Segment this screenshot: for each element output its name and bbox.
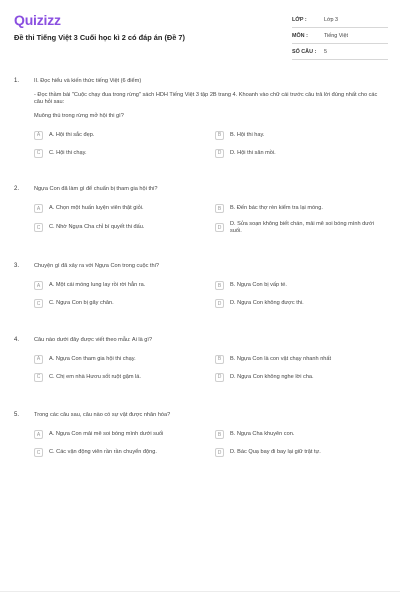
- question-list: [14, 78, 386, 459]
- question-5: [14, 412, 386, 459]
- meta-value: Lớp 3: [324, 16, 339, 23]
- option-a[interactable]: [34, 203, 215, 215]
- page-divider: [0, 591, 400, 592]
- option-letter-box: B: [215, 430, 224, 439]
- option-text: B. Đến bác thợ rèn kiểm tra lại móng.: [230, 205, 323, 212]
- option-text: B. Ngựa Con bị vấp té.: [230, 282, 287, 289]
- option-text: B. Ngựa Cha khuyên con.: [230, 431, 295, 438]
- question-body: [34, 337, 386, 384]
- question-number: 5.: [14, 412, 20, 419]
- option-b[interactable]: [215, 353, 381, 365]
- option-text: A. Một cái móng lung lay rồi rời hẳn ra.: [49, 282, 146, 289]
- meta-row-question-count: [292, 44, 388, 60]
- option-letter-box: D: [215, 373, 224, 382]
- question-1: [14, 78, 386, 159]
- question-body: [34, 412, 386, 459]
- option-text: C. Ngựa Con bị gãy chân.: [49, 300, 114, 307]
- option-letter-box: B: [215, 355, 224, 364]
- option-text: D. Bác Quạ bay đi bay lại giữ trật tự.: [230, 449, 321, 456]
- option-letter-box: A: [34, 355, 43, 364]
- reading-instruction: - Đọc thầm bài "Cuộc chạy đua trong rừng" sách HDH Tiếng Việt 3 tập 2B trang 4. Khoanh vào chữ cái trước câu trả lời đúng nhất cho các câu hỏi sau:: [34, 91, 378, 106]
- option-text: C. Các vận động viên rần rần chuyển động.: [49, 449, 157, 456]
- option-a[interactable]: [34, 429, 215, 441]
- question-4: [14, 337, 386, 384]
- question-text: Trong các câu sau, câu nào có sự vật được nhân hóa?: [34, 412, 171, 419]
- option-letter-box: A: [34, 281, 43, 290]
- meta-key: MÔN :: [292, 32, 308, 39]
- option-b[interactable]: [215, 203, 381, 215]
- option-text: A. Hội thi sắc đẹp.: [49, 131, 95, 138]
- option-letter-box: C: [34, 299, 43, 308]
- meta-row-class: [292, 12, 388, 28]
- meta-key: SỐ CÂU :: [292, 48, 317, 55]
- option-letter-box: B: [215, 204, 224, 213]
- option-text: D. Sửa soạn không biết chán, mải mê soi bóng mình dưới suối.: [230, 220, 374, 234]
- option-letter-box: D: [215, 149, 224, 158]
- question-body: [34, 263, 386, 310]
- option-text: A. Ngựa Con mải mê soi bóng mình dưới suối: [49, 431, 164, 438]
- meta-key: LỚP :: [292, 16, 307, 23]
- option-letter-box: B: [215, 281, 224, 290]
- question-text: Muông thú trong rừng mở hội thi gì?: [34, 112, 124, 119]
- answer-options: [34, 129, 386, 159]
- option-text: A. Chọn một huấn luyện viên thật giỏi.: [49, 205, 144, 212]
- option-d[interactable]: [215, 371, 381, 383]
- question-text: Ngựa Con đã làm gì để chuẩn bị tham gia hội thi?: [34, 186, 158, 193]
- option-letter-box: C: [34, 223, 43, 232]
- option-d[interactable]: [215, 221, 381, 235]
- option-d[interactable]: [215, 298, 381, 310]
- answer-options: [34, 353, 386, 383]
- option-b[interactable]: [215, 129, 381, 141]
- meta-value: 5: [324, 48, 327, 55]
- option-b[interactable]: [215, 429, 381, 441]
- question-number: 2.: [14, 186, 20, 193]
- option-text: D. Ngựa Con không được thi.: [230, 300, 304, 307]
- question-text: Câu nào dưới đây được viết theo mẫu: Ai là gì?: [34, 336, 153, 343]
- option-text: B. Ngựa Con là con vật chạy nhanh nhất: [230, 355, 332, 362]
- option-letter-box: C: [34, 373, 43, 382]
- meta-table: [292, 12, 388, 60]
- option-text: C. Nhờ Ngựa Cha chỉ bí quyết thi đấu.: [49, 224, 145, 231]
- answer-options: [34, 280, 386, 310]
- option-letter-box: A: [34, 204, 43, 213]
- option-c[interactable]: [34, 147, 215, 159]
- question-3: [14, 263, 386, 310]
- section-heading: II. Đọc hiểu và kiến thức tiếng Việt (6 điểm): [34, 78, 142, 84]
- option-c[interactable]: [34, 298, 215, 310]
- meta-value: Tiếng Việt: [324, 32, 348, 39]
- question-text: Chuyện gì đã xảy ra với Ngựa Con trong cuộc thi?: [34, 262, 159, 269]
- option-c[interactable]: [34, 221, 215, 235]
- option-letter-box: C: [34, 448, 43, 457]
- question-2: [14, 186, 386, 235]
- question-body: [34, 78, 386, 159]
- option-d[interactable]: [215, 447, 381, 459]
- option-d[interactable]: [215, 147, 381, 159]
- question-body: [34, 186, 386, 235]
- option-a[interactable]: [34, 280, 215, 292]
- option-b[interactable]: [215, 280, 381, 292]
- option-c[interactable]: [34, 447, 215, 459]
- option-letter-box: D: [215, 448, 224, 457]
- option-text: A. Ngựa Con tham gia hội thi chạy.: [49, 355, 136, 362]
- question-number: 4.: [14, 336, 20, 343]
- option-c[interactable]: [34, 371, 215, 383]
- option-text: C. Hội thi chạy.: [49, 149, 87, 156]
- document-title: Đề thi Tiếng Việt 3 Cuối học kì 2 có đáp án (Đề 7): [14, 33, 185, 42]
- option-letter-box: B: [215, 131, 224, 140]
- option-text: D. Ngựa Con không nghe lời cha.: [230, 373, 314, 380]
- option-letter-box: A: [34, 131, 43, 140]
- answer-options: [34, 203, 386, 235]
- option-letter-box: A: [34, 430, 43, 439]
- answer-options: [34, 429, 386, 459]
- option-a[interactable]: [34, 353, 215, 365]
- option-letter-box: D: [215, 223, 224, 232]
- option-letter-box: C: [34, 149, 43, 158]
- option-letter-box: D: [215, 299, 224, 308]
- question-number: 3.: [14, 262, 20, 269]
- option-a[interactable]: [34, 129, 215, 141]
- option-text: D. Hội thi săn mồi.: [230, 149, 276, 156]
- question-number: 1.: [14, 78, 20, 84]
- quizizz-logo: Quizizz: [14, 12, 61, 28]
- option-text: B. Hội thi hay.: [230, 131, 265, 138]
- option-text: C. Chị em nhà Hươu sốt ruột gặm lá.: [49, 373, 141, 380]
- meta-row-subject: [292, 28, 388, 44]
